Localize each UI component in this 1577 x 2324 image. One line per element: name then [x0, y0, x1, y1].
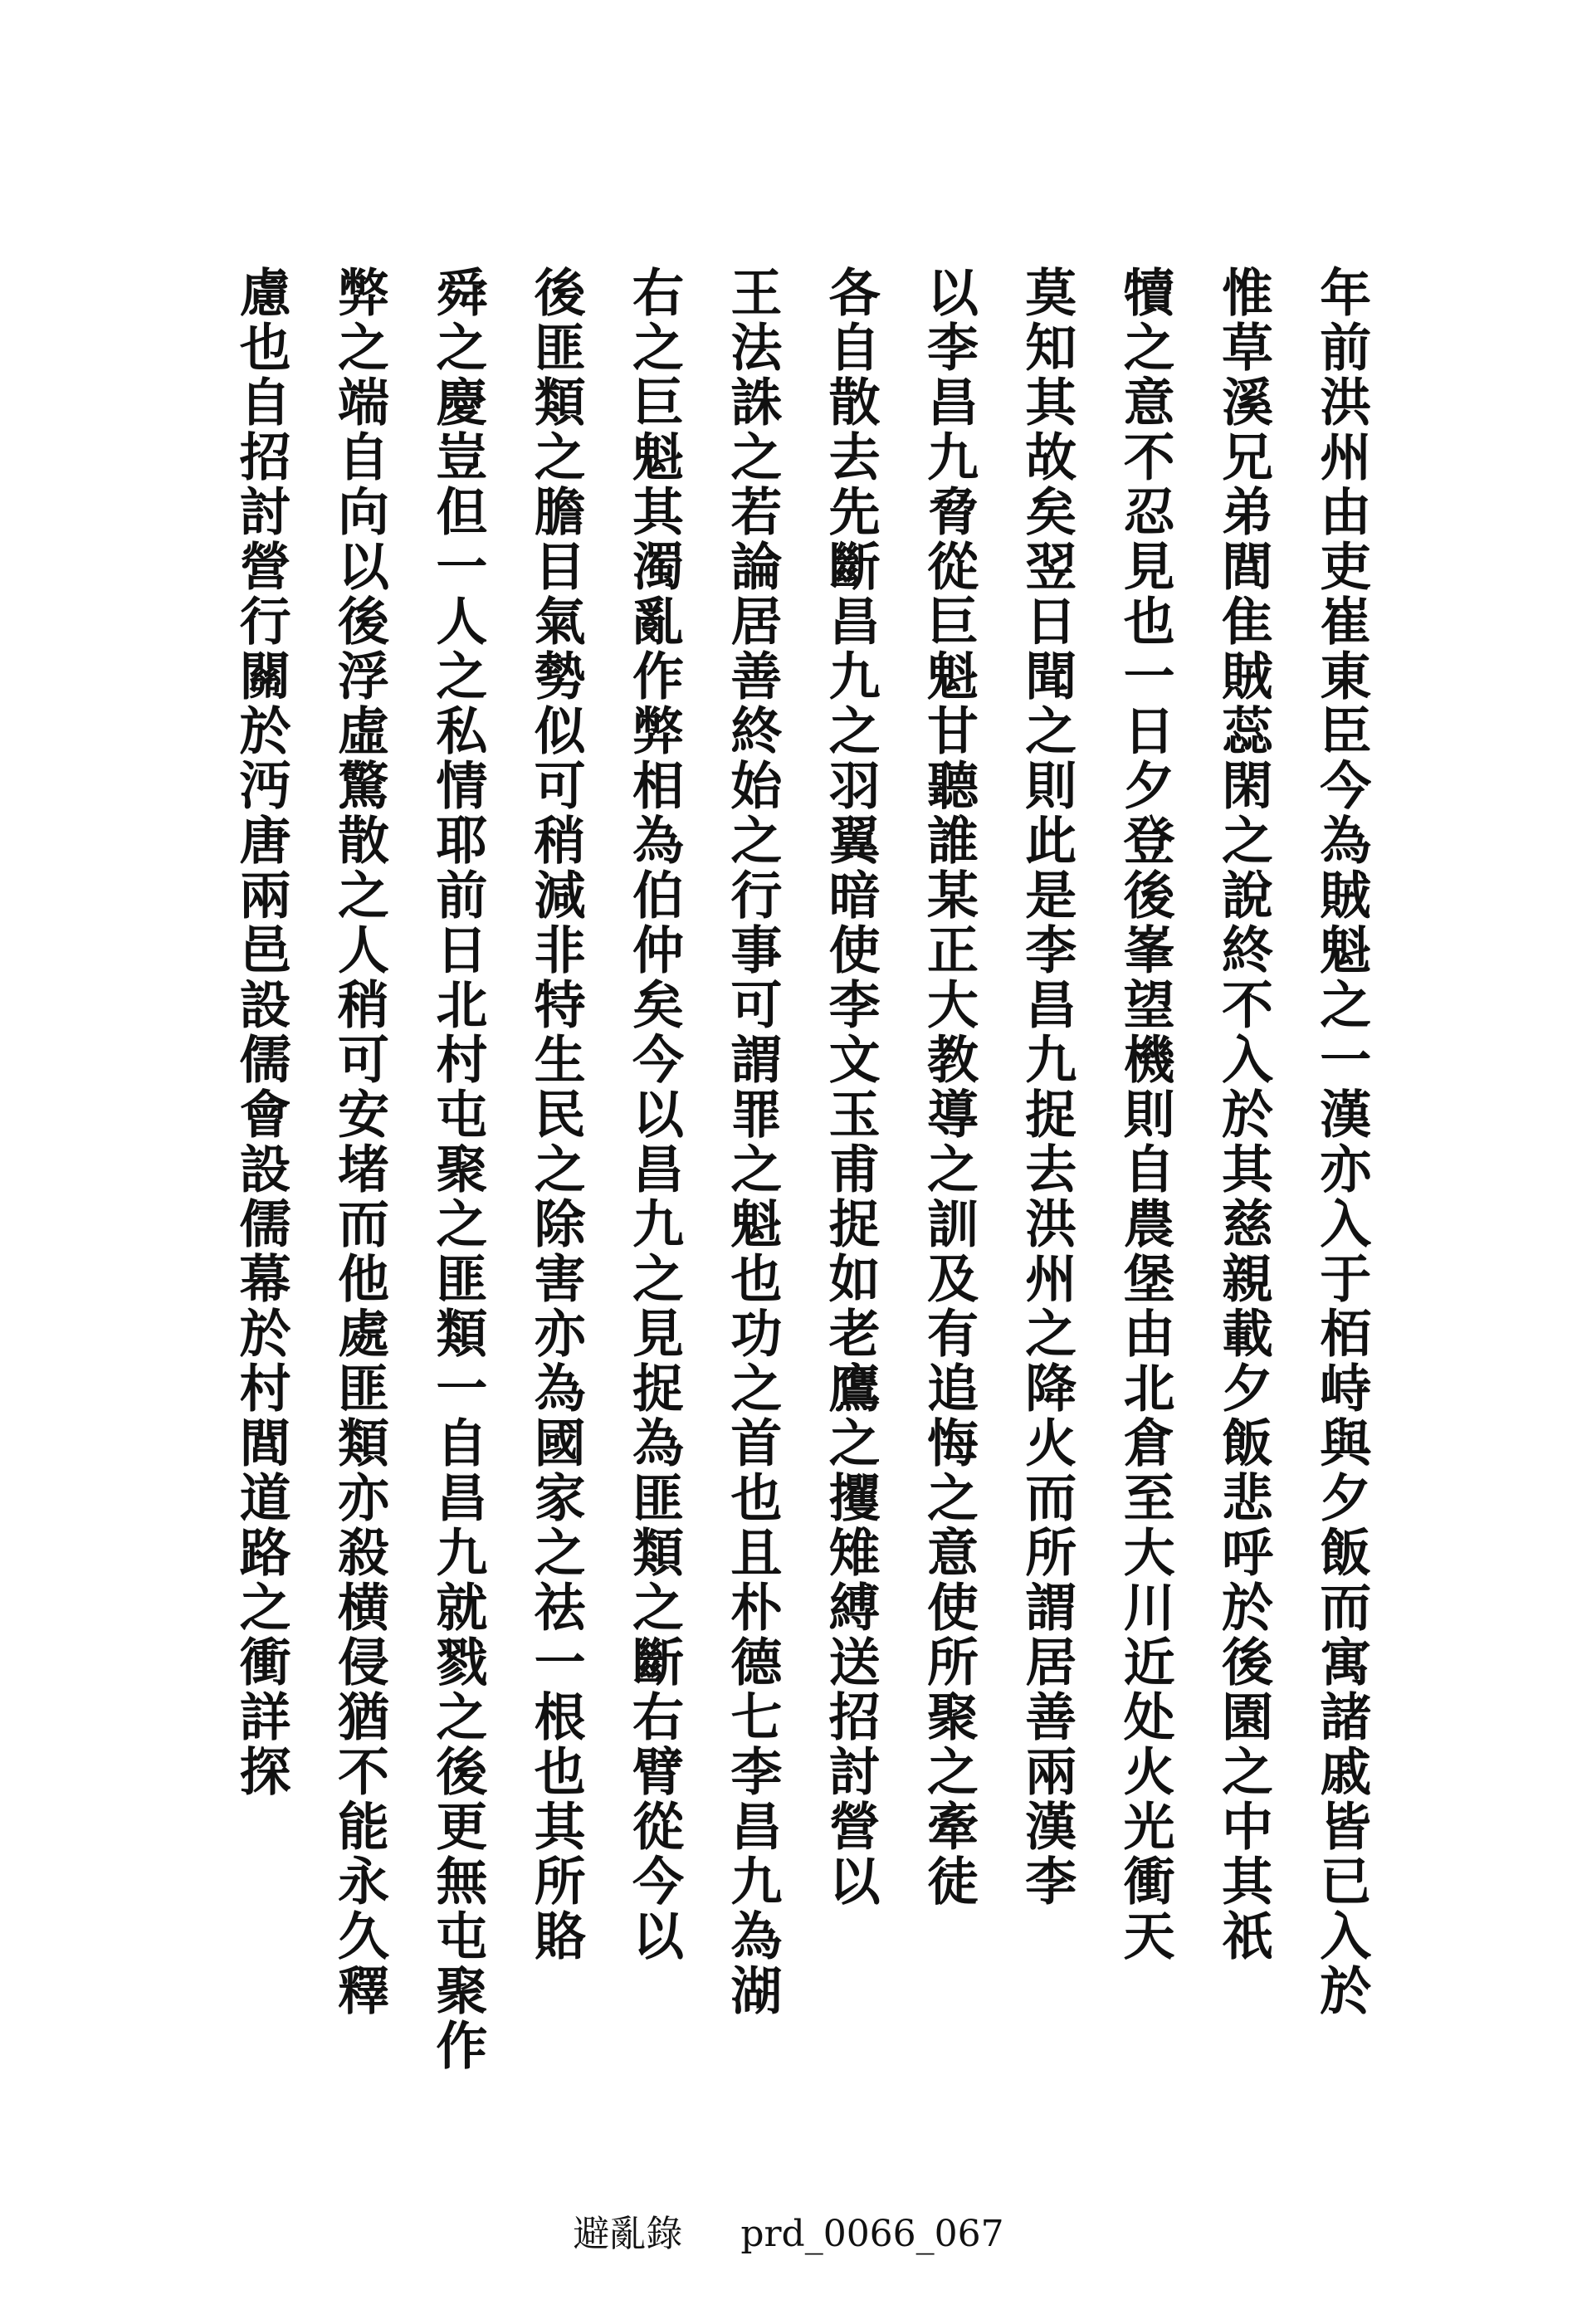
- text-column-12: [212, 266, 310, 2092]
- column-text: 右之巨魁其濁亂作弊相為伯仲矣今以昌九之見捉為匪類之斷右臂從今以: [623, 266, 685, 1964]
- text-column-4: [998, 266, 1096, 2092]
- column-text: 慮也自招討營行關於沔唐兩邑設儒會設儒幕於村閭道路之衝詳探: [231, 266, 292, 1799]
- column-text: 各自散去先斷昌九之羽翼暗使李文玉甫捉如老鷹之攫雉縛送招討營以: [820, 266, 881, 1909]
- text-column-11: [310, 266, 408, 2092]
- column-text: 王法誅之若論居善終始之行事可謂罪之魁也功之首也且朴德七李昌九為湖: [721, 266, 783, 2019]
- text-column-1: [1292, 266, 1390, 2092]
- text-column-6: [801, 266, 899, 2092]
- footer-title: 避亂錄: [573, 2213, 683, 2255]
- page-footer: [0, 2204, 1577, 2257]
- column-text: 莫知其故矣翌日聞之則此是李昌九捉去洪州之降火而所謂居善兩漢李: [1016, 266, 1077, 1909]
- column-text: 後匪類之膽目氣勢似可稍減非特生民之除害亦為國家之祛一根也其所賂: [525, 266, 587, 1964]
- text-column-3: [1096, 266, 1194, 2092]
- column-text: 以李昌九脅從巨魁甘聽誰某正大教導之訓及有追悔之意使所聚之牽徒: [918, 266, 979, 1909]
- text-column-10: [408, 266, 506, 2092]
- text-column-5: [899, 266, 997, 2092]
- text-column-7: [703, 266, 801, 2092]
- column-text: 年前洪州由吏崔東臣今為賊魁之一漢亦入于栢峙與夕飯而寓諸戚皆已入於: [1311, 266, 1372, 2019]
- manuscript-text-block: [212, 266, 1390, 2092]
- column-text: 犢之意不忍見也一日夕登後峯望機則自農堡由北倉至大川近处火光衝天: [1115, 266, 1176, 1964]
- text-column-9: [506, 266, 604, 2092]
- text-column-8: [604, 266, 702, 2092]
- column-text: 弊之端自向以後浮虛驚散之人稍可安堵而他處匪類亦殺横侵猶不能永久釋: [329, 266, 390, 2019]
- footer-page-id: prd_0066_067: [740, 2213, 1004, 2255]
- column-text: 惟草溪兄弟閭隹賊蕊閑之說終不入於其慈親載夕飯悲呼於後園之中其祇: [1213, 266, 1274, 1964]
- column-text: 舜之慶豈但一人之私情耶前日北村屯聚之匪類一自昌九就戮之後更無屯聚作: [427, 266, 488, 2073]
- text-column-2: [1194, 266, 1291, 2092]
